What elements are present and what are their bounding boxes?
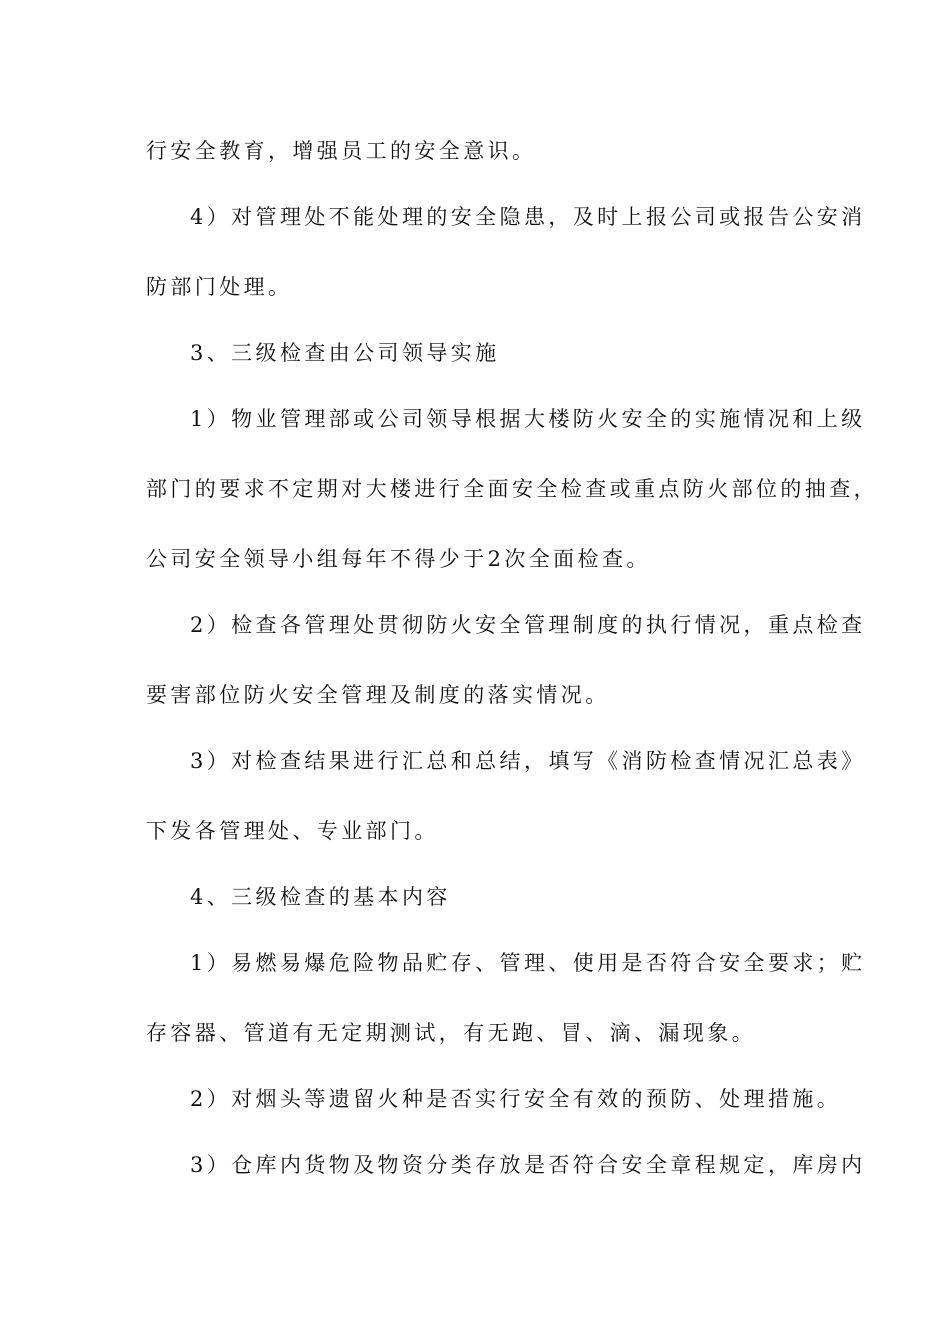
section-heading: 3、三级检查由公司领导实施 <box>190 341 500 365</box>
text-line: 公司安全领导小组每年不得少于2次全面检查。 <box>146 547 651 571</box>
text-line: 存容器、管道有无定期测试，有无跑、冒、滴、漏现象。 <box>146 1021 756 1045</box>
text-line: 3）对检查结果进行汇总和总结，填写《消防检查情况汇总表》 <box>190 749 866 773</box>
section-heading: 4、三级检查的基本内容 <box>190 885 451 909</box>
text-line: 行安全教育，增强员工的安全意识。 <box>146 139 537 163</box>
text-line: 下发各管理处、专业部门。 <box>146 819 439 843</box>
text-line: 1）易燃易爆危险物品贮存、管理、使用是否符合安全要求；贮 <box>190 951 866 975</box>
text-line: 3）仓库内货物及物资分类存放是否符合安全章程规定，库房内 <box>190 1153 866 1177</box>
text-line: 要害部位防火安全管理及制度的落实情况。 <box>146 683 610 707</box>
text-line: 部门的要求不定期对大楼进行全面安全检查或重点防火部位的抽查， <box>146 477 878 501</box>
text-line: 2）检查各管理处贯彻防火安全管理制度的执行情况，重点检查 <box>190 613 866 637</box>
text-line: 防部门处理。 <box>146 275 293 299</box>
text-line: 1）物业管理部或公司领导根据大楼防火安全的实施情况和上级 <box>190 407 866 431</box>
text-line: 2）对烟头等遗留火种是否实行安全有效的预防、处理措施。 <box>190 1087 842 1111</box>
text-line: 4）对管理处不能处理的安全隐患，及时上报公司或报告公安消 <box>190 205 866 229</box>
